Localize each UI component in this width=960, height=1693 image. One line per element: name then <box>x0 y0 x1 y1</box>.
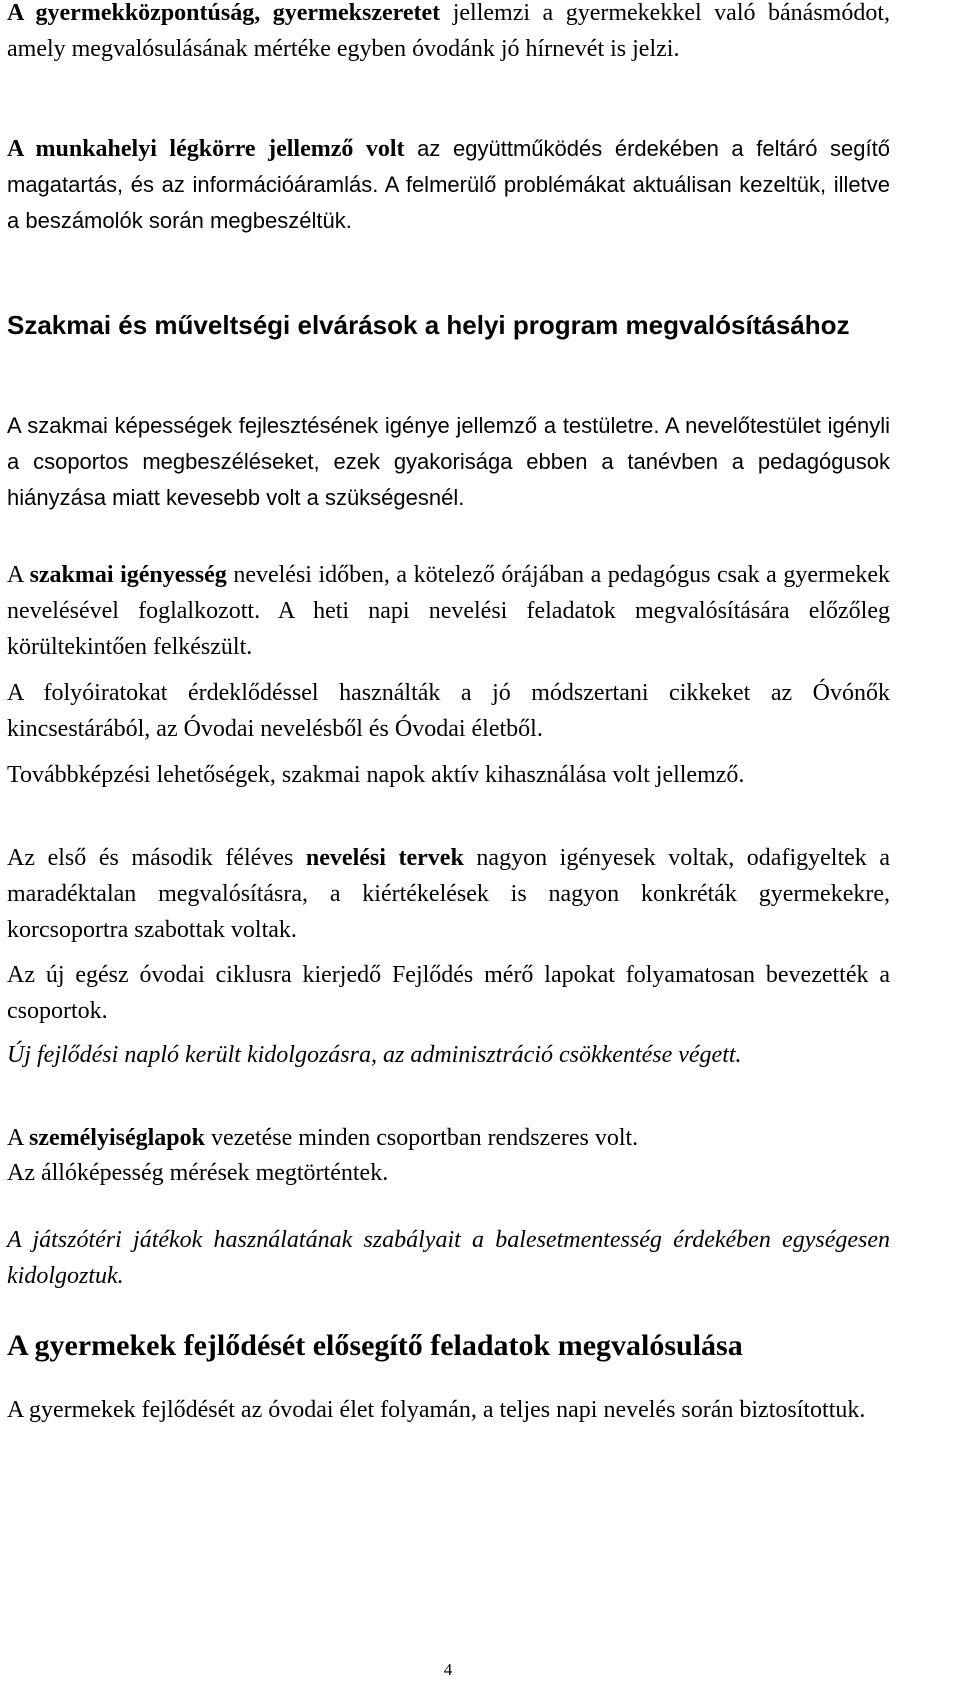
section-heading-child-development: A gyermekek fejlődését elősegítő feladatok megvalósulása <box>7 1329 743 1362</box>
paragraph-child-development: A gyermekek fejlődését az óvodai élet folyamán, a teljes napi nevelés során biztosítottuk. <box>7 1397 866 1423</box>
paragraph-educational-plans <box>7 840 890 948</box>
paragraph-development-log: Új fejlődési napló került kidolgozásra, az adminisztráció csökkentése végett. <box>7 1042 742 1068</box>
paragraph-professional-skills: A szakmai képességek fejlesztésének igénye jellemző a testületre. A nevelőtestület igényli a csoportos megbeszéléseket, ezek gyakorisága ebben a tanévben a pedagógusok hiányzása miatt kevesebb volt a szükségesnél. <box>7 413 890 510</box>
paragraph-professional-standards <box>7 557 890 665</box>
bold-phrase: személyiséglapok <box>29 1125 205 1151</box>
paragraph-workplace-atmosphere <box>7 131 890 239</box>
section-heading-professional-expectations: Szakmai és műveltségi elvárások a helyi program megvalósításához <box>7 310 850 340</box>
paragraph-text: vezetése minden csoportban rendszeres volt. <box>205 1125 639 1151</box>
paragraph-text: Az első és második féléves <box>7 845 306 871</box>
paragraph-training: Továbbképzési lehetőségek, szakmai napok aktív kihasználása volt jellemző. <box>7 762 745 788</box>
paragraph-development-sheets: Az új egész óvodai ciklusra kierjedő Fejlődés mérő lapokat folyamatosan bevezették a csoportok. <box>7 962 890 1024</box>
bold-phrase: szakmai igényesség <box>29 562 227 588</box>
page-number: 4 <box>443 1660 453 1679</box>
paragraph-journals: A folyóiratokat érdeklődéssel használták a jó módszertani cikkeket az Óvónők kincsestárából, az Óvodai nevelésből és Óvodai életből. <box>7 680 890 742</box>
paragraph-text: A <box>7 562 30 588</box>
paragraph-text: A <box>7 1125 30 1151</box>
bold-phrase: A gyermekközpontúság, gyermekszeretet <box>7 0 441 26</box>
paragraph-text: jellemzi a gyermekekkel való bánásmódot, amely megvalósulásának mértéke egyben óvodánk jó hírnevét is jelzi. <box>7 0 890 62</box>
paragraph-endurance-tests: Az állóképesség mérések megtörténtek. <box>7 1160 389 1186</box>
paragraph-playground-rules: A játszótéri játékok használatának szabályait a balesetmentesség érdekében egységesen kidolgoztuk. <box>7 1227 890 1289</box>
paragraph-child-centeredness <box>7 0 890 67</box>
bold-phrase: A munkahelyi légkörre jellemző volt <box>7 136 405 162</box>
bold-phrase: nevelési tervek <box>305 845 464 871</box>
paragraph-text: nagyon igényesek voltak, odafigyeltek a maradéktalan megvalósításra, a kiértékelések is nagyon konkréták gyermekekre, korcsoportra szabottak voltak. <box>7 845 891 943</box>
paragraph-personality-sheets <box>7 1120 890 1156</box>
paragraph-text: az együttműködés érdekében a feltáró segítő magatartás, és az információáramlás. A felmerülő problémákat aktuálisan kezeltük, illetve a beszámolók során megbeszéltük. <box>7 136 890 233</box>
paragraph-text: nevelési időben, a kötelező órájában a pedagógus csak a gyermekek nevelésével foglalkozott. A heti napi nevelési feladatok megvalósítására előzőleg körültekintően felkészült. <box>7 562 890 660</box>
